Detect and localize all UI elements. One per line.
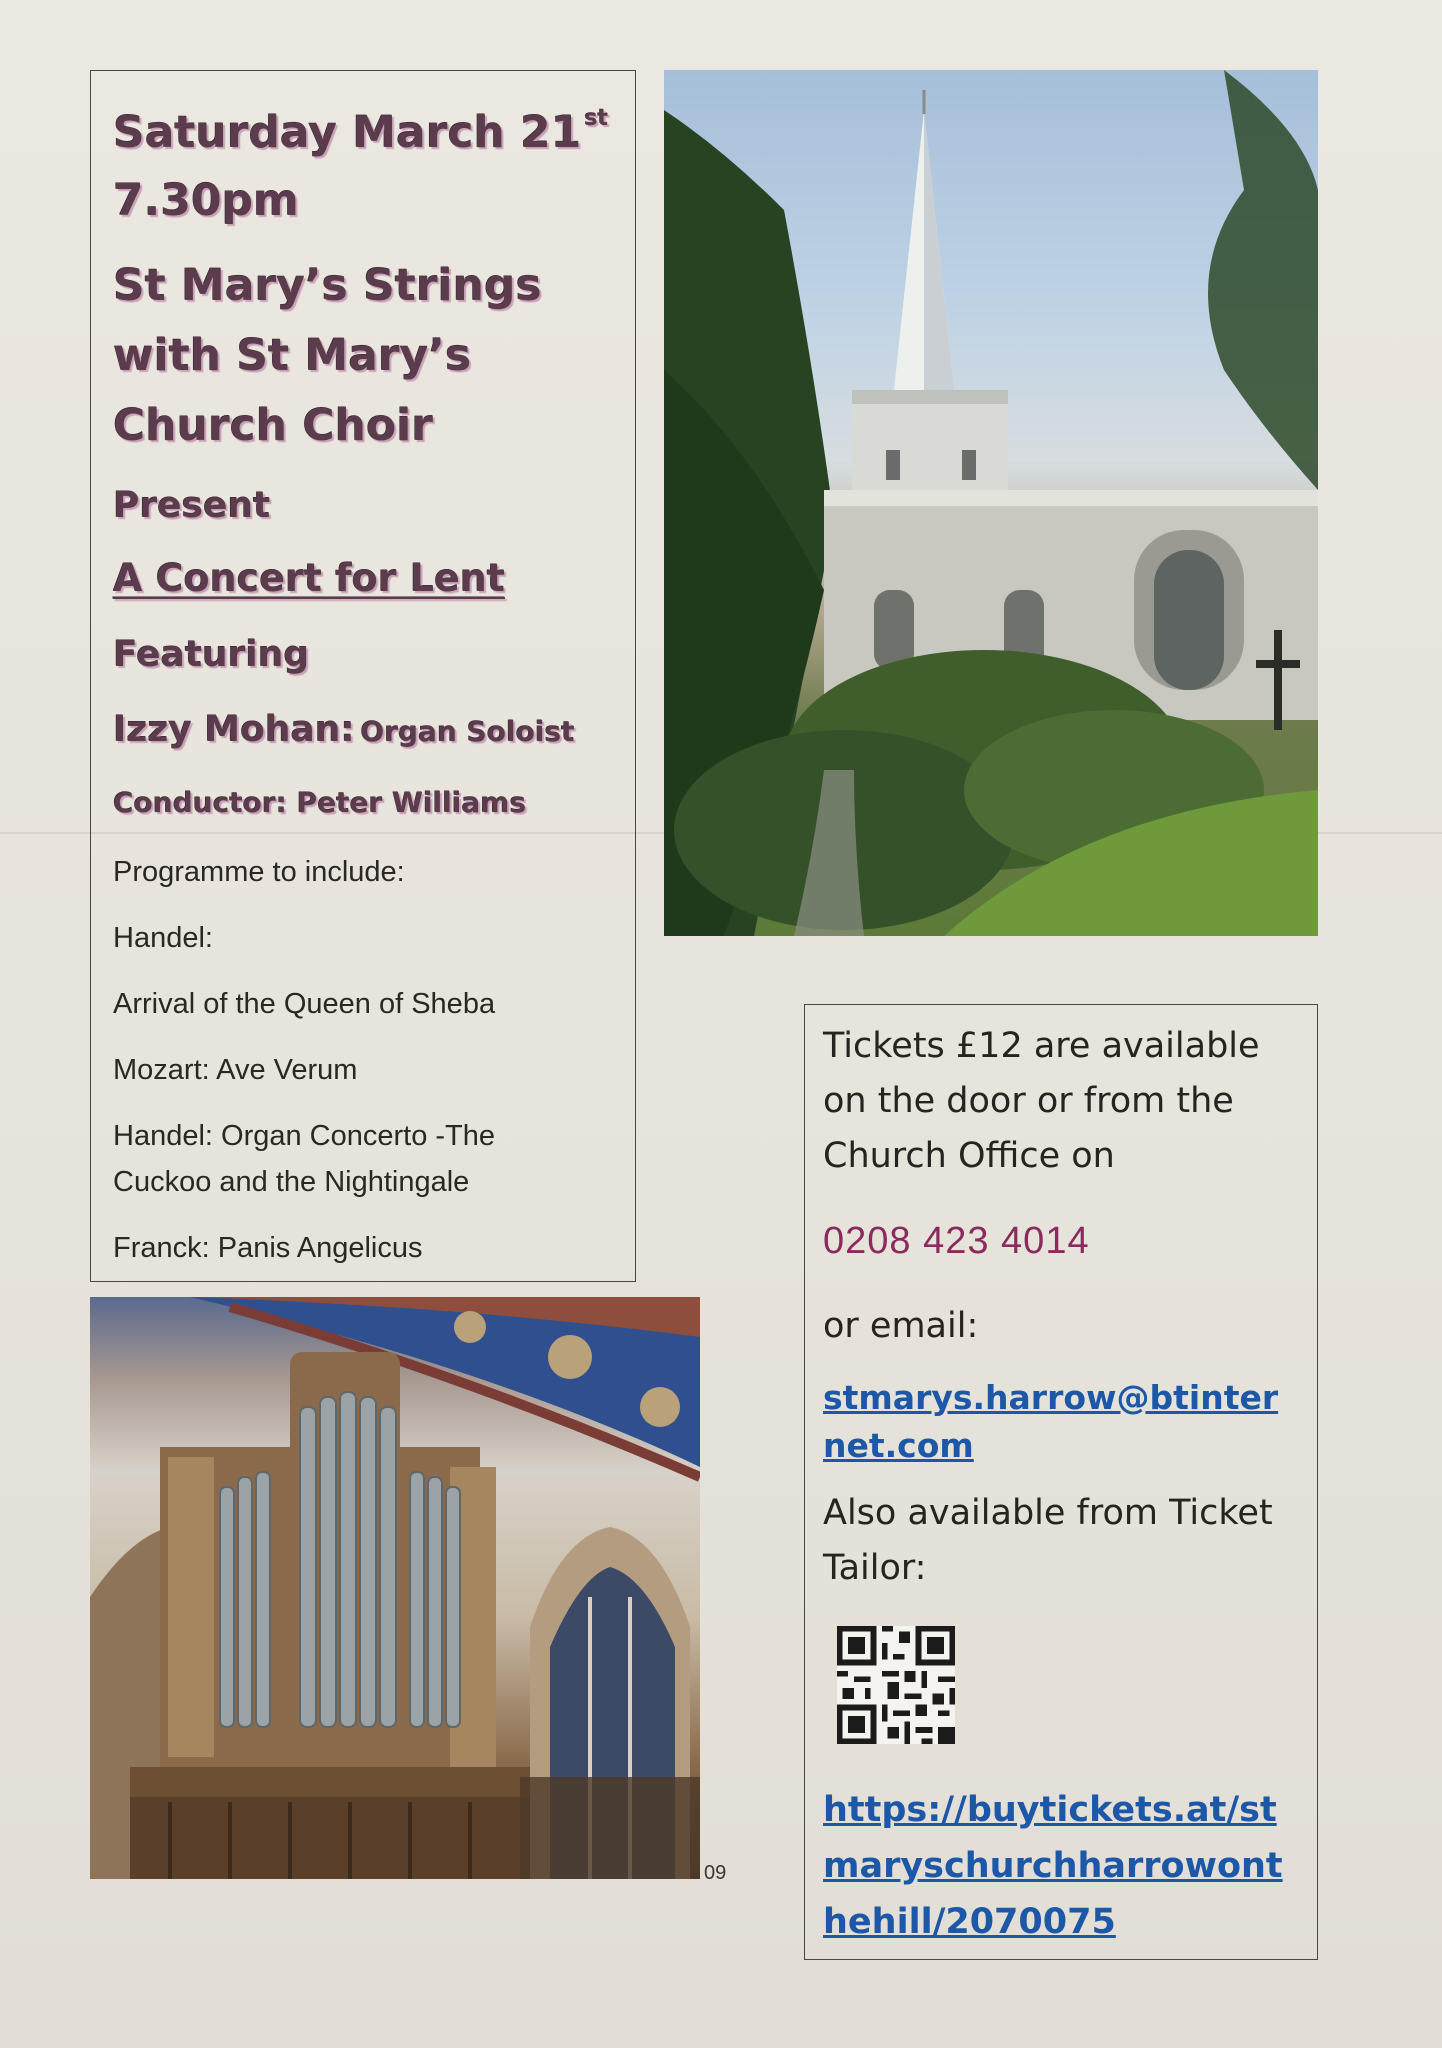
organ-illustration (90, 1297, 700, 1879)
ticket-intro-line: on the door or from the (823, 1081, 1234, 1121)
ticket-tailor-note (823, 1486, 1317, 1596)
ticket-info-box (804, 1004, 1318, 1960)
email-label: or email: (823, 1306, 979, 1346)
featuring-label: Featuring (113, 634, 310, 675)
ensemble-line: with St Mary’s (113, 330, 472, 381)
photo-number: 09 (704, 1862, 727, 1884)
church-illustration (664, 70, 1318, 936)
programme-item: Mozart: Ave Verum (113, 1054, 358, 1086)
ticket-intro-line: Tickets £12 are available (823, 1026, 1260, 1066)
programme-item: Handel: (113, 922, 213, 954)
event-time: 7.30pm (113, 175, 299, 226)
soloist-role: Organ Soloist (360, 715, 575, 748)
church-photo (664, 70, 1318, 936)
event-date: Saturday March 21 $^{st}$ (113, 106, 609, 158)
email-link[interactable]: stmarys.harrow@btinternet.com (823, 1378, 1279, 1465)
ticket-tailor-line: Also available from Ticket (823, 1493, 1273, 1533)
ticket-intro-line: Church Office on (823, 1136, 1115, 1176)
ensemble-line: St Mary’s Strings (113, 260, 542, 311)
programme-item: Handel: Organ Concerto -The (113, 1120, 496, 1152)
date-suffix: st (584, 106, 609, 131)
organ-photo (90, 1297, 700, 1879)
programme-item: Arrival of the Queen of Sheba (113, 988, 496, 1020)
qr-code-icon[interactable] (837, 1626, 955, 1744)
concert-title: A Concert for Lent (113, 556, 505, 600)
phone-number[interactable]: 0208 423 4014 (823, 1220, 1090, 1262)
event-info-box (90, 70, 636, 1282)
soloist-name: Izzy Mohan: (113, 709, 355, 750)
programme-heading: Programme to include: (113, 856, 405, 888)
programme-item: Franck: Panis Angelicus (113, 1232, 423, 1264)
conductor: Conductor: Peter Williams (113, 786, 527, 819)
present-label: Present (113, 485, 271, 526)
ensemble-line: Church Choir (113, 400, 433, 451)
ensemble-name (113, 251, 635, 461)
ticket-tailor-link[interactable]: https://buytickets.at/stmaryschurchharrowonthehill/2070075 (823, 1790, 1283, 1942)
programme-item: Cuckoo and the Nightingale (113, 1166, 470, 1198)
ticket-tailor-line: Tailor: (823, 1548, 927, 1588)
soloist (113, 709, 635, 750)
